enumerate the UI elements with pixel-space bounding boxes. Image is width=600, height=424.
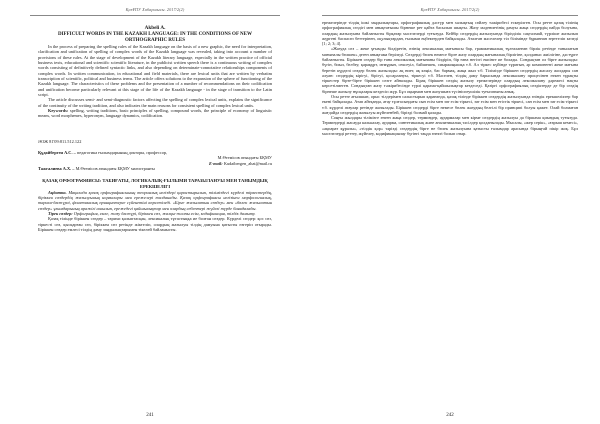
author-1-role: педагогика ғылымдарының докторы, профессор, xyxy=(76,149,168,155)
article-title-en: DIFFICULT WORDS IN THE KAZAKH LANGUAGE: IN THE CONDITIONS OF NEW ORTHOGRAPHIC RULES xyxy=(57,32,253,43)
annotation-kz xyxy=(38,190,272,211)
body-paragraph: Соңғы жылдары тілімізге енген жаңа сөздер, терминдер, аудармалар мен кірме сөздердің жазылуы да біршама қиындық туғызуда. Терминдерді жасауда калькалау, аударма, синтетикалық және аналитикалық тәсілдер қолданылады. Мысалы, «жер серік», «ғарыш кемесі», «ақпарат құралы», «тілдік қор» тәрізді сөздердің бірге не бөлек жазылуына қатысты ғалымдар арасында бірыңғай пікір жоқ. Бұл мәселелерді реттеу, жүйелеу, кодификациялау бүгінгі таңда өзекті болып отыр. xyxy=(322,115,578,136)
body-paragraph: ережелерінде тілдің ішкі заңдылықтары, орфографиялық дәстүр мен халықтың сөйлеу тәжірибесі ескерілген. Осы ретте қазақ тілінің орфографиялық сөздігі мен анықтағышы бірнеше рет қайта басылып шықты. Жазу мәдениетінің дамуы жаңа сөздердің пайда болуына, олардың жазылуына байланысты бірқатар мәселелерді туғызуда. Кейбір сөздердің жазылуында бірізділік сақталмай, түрліше жазылып жүргені баспасөз беттерінен, оқулықтардан, ғылыми еңбектерден байқалады. Аталған мәселелер тіл білімінде бұрыннан зерттеліп келеді [1; 2; 3; 4]. xyxy=(322,20,578,47)
article-title-kz: ҚАЗАҚ ОРФОГРАФИЯСЫ: ТАБИҒАТЫ, ЛОГИКАЛЫҚ-ҒЫЛЫМИ ТАРАЗЫЛАНУЫ МЕН ТАНЫМДЫҚ ЕРЕКШЕЛІГІ xyxy=(42,178,268,190)
page-number: 242 xyxy=(446,413,454,418)
author-1-name: Құдайберген А.С. – xyxy=(38,149,76,155)
abstract-en-2: The article discusses semi- and semi-diagnostic factors affecting the spelling of complex lexical units, explains the significance of the continuity of the writing tradition, and also indicates the main reasons for consistent spelling of complex lexical units. xyxy=(38,97,272,108)
running-head: ҚазҰПУ Хабаршысы. 2017/2(2) xyxy=(322,0,578,16)
udc-code: ӘОЖ 81'09:811.512.122 xyxy=(38,138,82,144)
running-head: ҚазҰПУ Хабаршысы. 2017/2(2) xyxy=(30,0,280,16)
author-2 xyxy=(38,166,272,171)
page-number: 241 xyxy=(146,413,154,418)
body-paragraph: Қазақ тілінде біріккен сөздер – тарихи қалыптасқан, лексикалық тұтастыққа ие болған сөздер. Күрделі сөздер: қос сөз, тіркесті сөз, қысқарған сөз, біріккен сөз ретінде жіктеліп, олардың жазылуы тілдің дамуына қатысты өзгеріп отырады. Біріккен сөздер емлесі тілдің даму заңдылықтарымен тікелей байланысты. xyxy=(38,216,272,233)
body-paragraph: «Жазуда сөз – жеке ұғымды білдіретін, өзінің лексикалық мағынасы бар, грамматикалық тұлғаланған бірлік ретінде танылатын мағыналы бөлшек» деген анықтама беріледі. Сөздерді бөлек немесе бірге жазу олардың мағыналық бірлігіне, қолданыс жиілігіне, дәстүрге байланысты. Біріккен сөздер бір ғана лексикалық мағынаны білдіріп, бір ғана негізгі екпінге ие болады. Сондықтан ол бірге жазылады: бүгін, биыл, белбеу, қарақұрт, итмұрын, сексеуіл, бәйшешек, сиыржоңышқа т.б. Ал тіркес күйінде тұратын, әр компоненті жеке мағына беретін күрделі сөздер бөлек жазылады: ақ ниет, ақ көңіл, бас бармақ, жаңа жыл т.б. Тілімізде біріккен сөздердің жасалу жолдары сан алуан: сөздердің кірігуі, бірігуі, қосарлануы, тіркесуі т.б. Мәселен, тілдің даму барысында лексикалану процесінен өткен тұрақты тіркестер бірте-бірте біріккен сөзге айналады. Бірақ біріккен сөздің жазылу ережелерінде олардың лексикалану дәрежесі нақты көрсетілмеген. Сондықтан жазу тәжірибесінде түрлі қарама-қайшылықтар кездеседі. Қазіргі орфографиялық сөздіктерде де бір сөздің бірнеше жазылу нұсқалары кездесіп жүр. Бұл оқырман мен жазушыға түсініспеушілік туғызатыны анық. xyxy=(322,46,578,94)
email-value: Kudaibergen_ahat@mail.ru xyxy=(223,160,272,166)
right-page xyxy=(300,0,600,424)
body-paragraph: Осы ретте ағылшын, орыс тілдерімен салыстырып қарағанда, қазақ тілінде біріккен сөздердің жазылуында өзіндік ерекшеліктер бар екені байқалады. Атап айтқанда, атау тұлғасындағы сын есім мен зат есім тіркесі, зат есім мен етістік тіркесі, сан есім мен зат есім тіркесі т.б. күрделі атаулар ретінде жазылады. Біріккен сөздерді бірге немесе бөлек жазудың белгілі бір принципі болуы қажет. Олай болмаған жағдайда сөздердің жазылуы жүйеленбей, бірізді болмай қалады. xyxy=(322,93,578,115)
keywords-label: Keywords: xyxy=(48,108,69,114)
keywords-kz-label: Тірек сөздер: xyxy=(48,211,73,216)
author-2-name: Тажгалиева А.Х. – xyxy=(38,166,75,172)
annotation-text: Мақалада қазақ орфографиясының теориялық негіздері қарастырылып, тіліміздегі күрделі тіркестердің, біріккен сөздердің жазылуының нормалары мен ережелері талданады. Қазақ орфографиясы негізінен морфологиялық, тарихи-дәстүрлі, фонетикалық принциптерге сүйенетіні көрсетіледі. «Бірге жазылатын сөздер» мен «бөлек жазылатын сөздер» ұғымдарының аражігі ашылып, ережедегі қайшылықтар мен олардың себептері жүйелі түрде баяндалады. xyxy=(38,189,272,211)
abstract-en: In the process of preparing the spelling rules of the Kazakh language on the basis of a new graphic, the need for interpretation, clarification and unification of spelling of complex words of the Kazakh language was revealed, taking into account a number of provisions of these rules. At the stage of development of the Kazakh literary language, especially in the written practice of official business texts, educational and scientific scientific literature, in the publicist written speech there is a continuous writing of complex words consisting of definitively defined syntactic links, and also depending on determinate-connotative relationships components of complex words. In written communication, in educational and field materials, there are lexical units that are written by verbatim transcription of scientific, political and business terms. The article offers solutions to the expansion of the sphere of functioning of the Kazakh language. The characteristics of these problems and the presentation of a number of recommendations on their codification and unification become particularly relevant at this stage of the life of the Kazakh language - in the stage of transition to the Latin script. xyxy=(38,44,272,98)
keywords-en xyxy=(38,108,272,119)
annotation-label: Аңдатпа. xyxy=(48,189,67,195)
author-1-institution: М.Өтемісов атындағы БҚМУ xyxy=(217,155,272,161)
keywords-kz-text: Орфография, емле, жазу дәстүрі, біріккен сөз, жалқы-жалпы есім, кодификация, тілдік дамыту. xyxy=(73,211,256,216)
author-name-en: Akbeli A. xyxy=(144,25,166,31)
keywords-text: spelling, writing traditions, basic principles of spelling, compound words, the principle of economy of linguistic means, word morphemes, hyperonym, language dynamics, codification. xyxy=(38,108,272,119)
author-2-role: М.Өтемісов атындағы БҚМУ магистранты xyxy=(75,166,155,172)
email-label: E-mail: xyxy=(208,160,223,166)
